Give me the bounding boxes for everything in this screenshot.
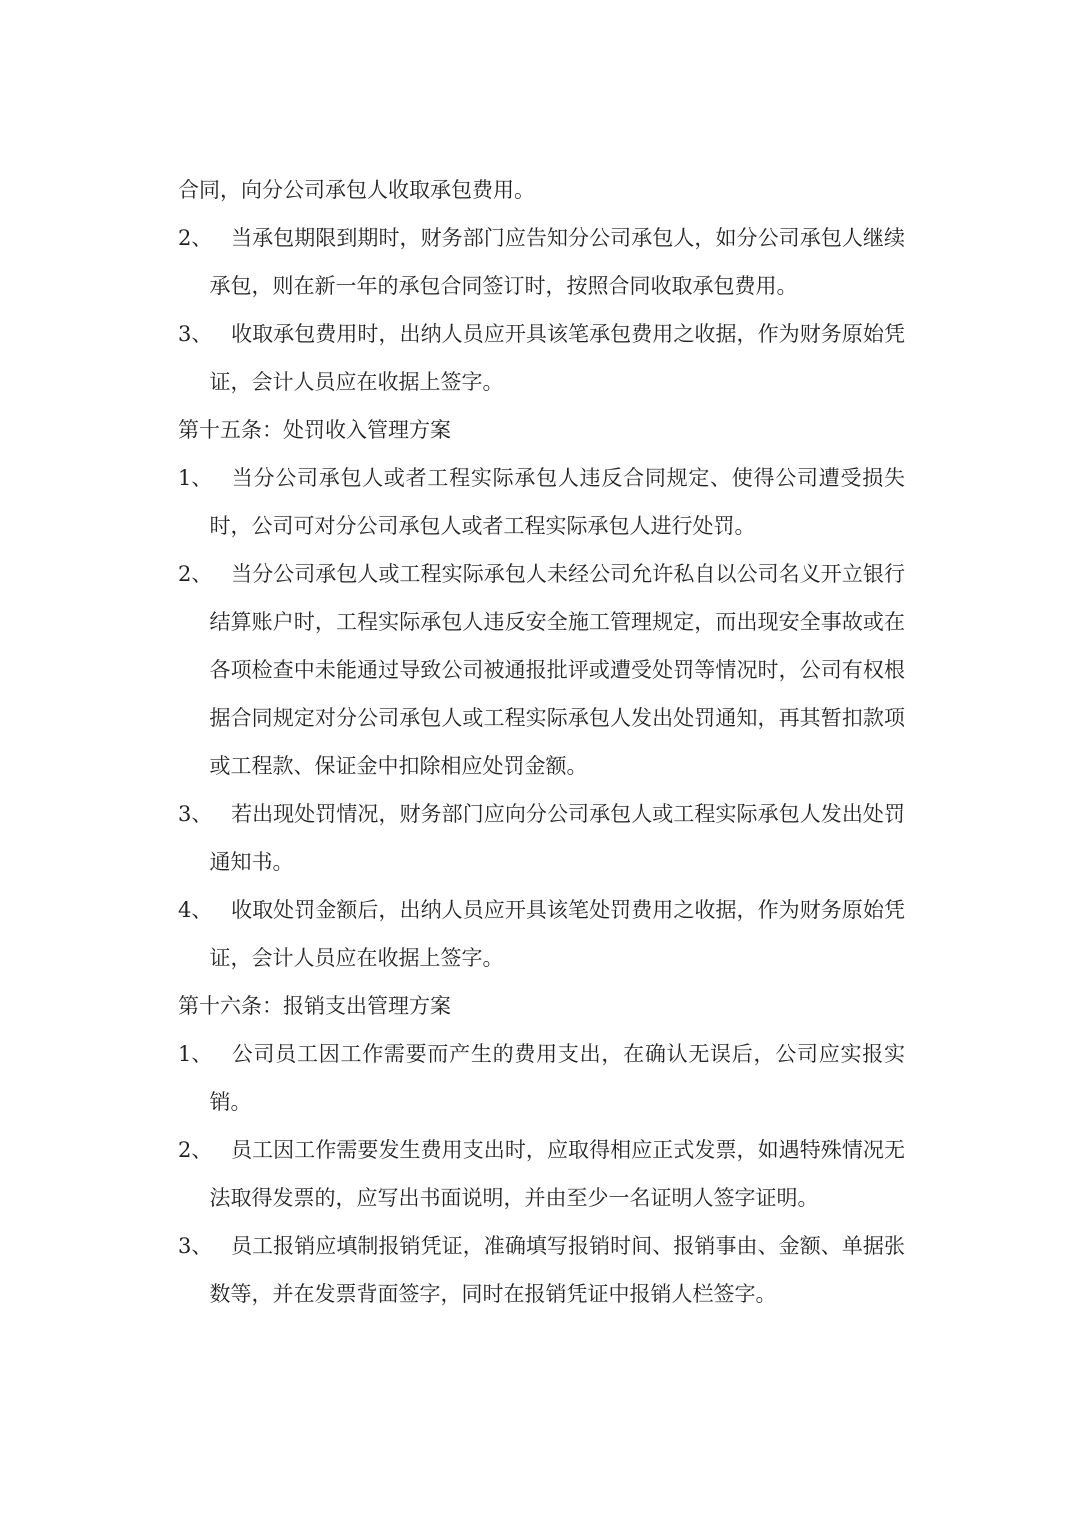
- item-number: 1、: [178, 1042, 213, 1066]
- paragraph-text: 合同，向分公司承包人收取承包费用。: [178, 178, 535, 202]
- list-item: [178, 310, 905, 406]
- list-item: [178, 454, 905, 550]
- item-number: 3、: [178, 322, 213, 346]
- section-heading: [178, 406, 905, 454]
- section-heading-text: 第十五条：处罚收入管理方案: [178, 418, 451, 442]
- list-item: [178, 1222, 905, 1318]
- item-text: 当承包期限到期时，财务部门应告知分公司承包人，如分公司承包人继续承包，则在新一年的承包合同签订时，按照合同收取承包费用。: [209, 226, 905, 298]
- list-item: [178, 1126, 905, 1222]
- item-number: 2、: [178, 226, 213, 250]
- item-text: 员工因工作需要发生费用支出时，应取得相应正式发票，如遇特殊情况无法取得发票的，应写出书面说明，并由至少一名证明人签字证明。: [209, 1138, 905, 1210]
- list-item: [178, 550, 905, 790]
- list-item: [178, 1030, 905, 1126]
- item-text: 公司员工因工作需要而产生的费用支出，在确认无误后，公司应实报实销。: [209, 1042, 905, 1114]
- paragraph-continuation: [178, 166, 905, 214]
- item-number: 3、: [178, 1234, 213, 1258]
- document-page: [178, 166, 905, 1318]
- item-text: 当分公司承包人或者工程实际承包人违反合同规定、使得公司遭受损失时，公司可对分公司承包人或者工程实际承包人进行处罚。: [209, 466, 905, 538]
- item-number: 3、: [178, 802, 213, 826]
- item-number: 4、: [178, 898, 213, 922]
- list-item: [178, 214, 905, 310]
- list-item: [178, 886, 905, 982]
- item-text: 员工报销应填制报销凭证，准确填写报销时间、报销事由、金额、单据张数等，并在发票背面签字，同时在报销凭证中报销人栏签字。: [209, 1234, 905, 1306]
- item-text: 收取处罚金额后，出纳人员应开具该笔处罚费用之收据，作为财务原始凭证，会计人员应在收据上签字。: [209, 898, 905, 970]
- section-heading-text: 第十六条：报销支出管理方案: [178, 994, 451, 1018]
- item-text: 收取承包费用时，出纳人员应开具该笔承包费用之收据，作为财务原始凭证，会计人员应在收据上签字。: [209, 322, 905, 394]
- list-item: [178, 790, 905, 886]
- section-heading: [178, 982, 905, 1030]
- item-text: 若出现处罚情况，财务部门应向分公司承包人或工程实际承包人发出处罚通知书。: [209, 802, 905, 874]
- item-text: 当分公司承包人或工程实际承包人未经公司允许私自以公司名义开立银行结算账户时，工程实际承包人违反安全施工管理规定，而出现安全事故或在各项检查中未能通过导致公司被通报批评或遭受处罚等情况时，公司有权根据合同规定对分公司承包人或工程实际承包人发出处罚通知，再其暂扣款项或工程款、保证金中扣除相应处罚金额。: [209, 562, 905, 778]
- item-number: 1、: [178, 466, 213, 490]
- item-number: 2、: [178, 562, 213, 586]
- item-number: 2、: [178, 1138, 213, 1162]
